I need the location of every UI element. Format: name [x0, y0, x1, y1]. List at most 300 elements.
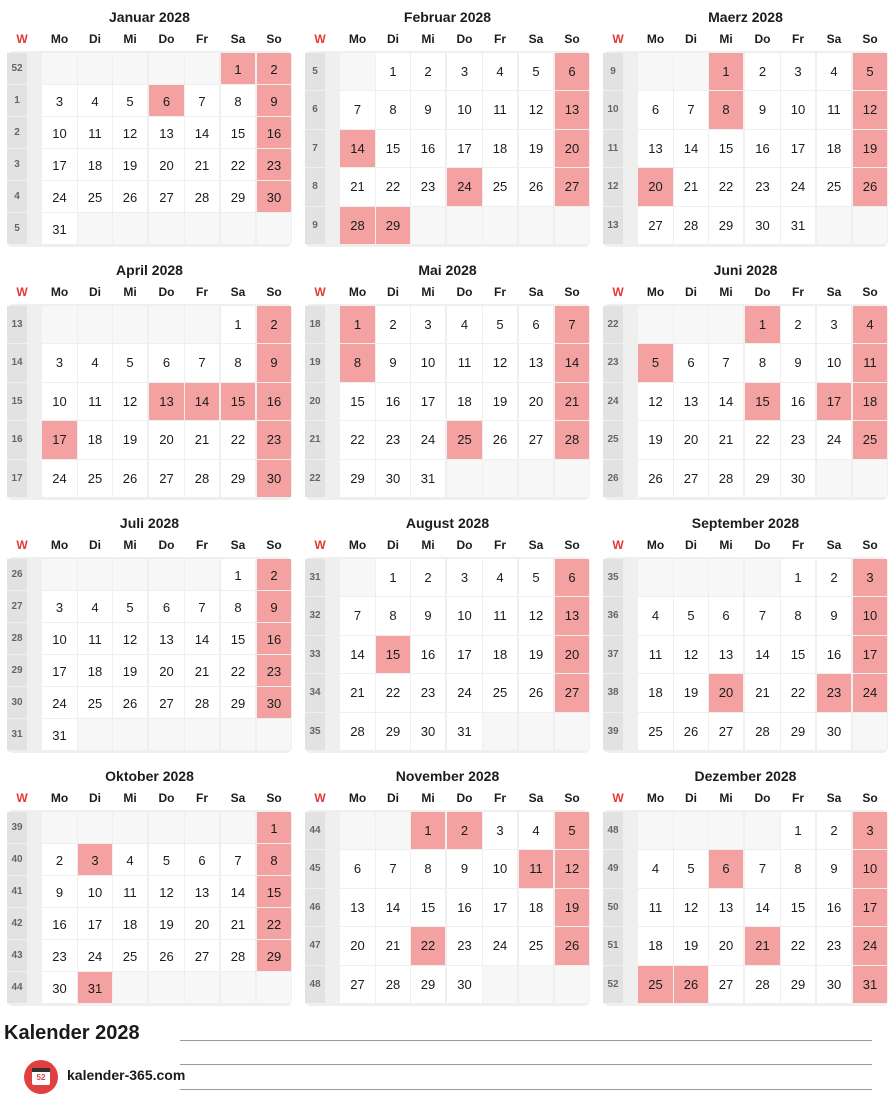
day-cell: 5: [113, 591, 147, 622]
weekday-mo: Mo: [348, 285, 367, 299]
day-cell: 29: [340, 460, 375, 497]
day-cell: 24: [447, 168, 482, 205]
day-cell: 10: [853, 597, 887, 634]
day-cell: 22: [221, 421, 255, 458]
day-cell: 31: [853, 966, 887, 1003]
day-cell: 19: [113, 421, 147, 458]
day-cell: 30: [817, 966, 851, 1003]
day-cell: 29: [376, 713, 410, 750]
empty-cell: [113, 812, 147, 843]
day-cell: 16: [257, 383, 291, 420]
day-cell: 7: [555, 306, 589, 343]
day-cell: 26: [853, 168, 887, 205]
day-cell: 6: [149, 591, 184, 622]
month-title: Dezember 2028: [694, 768, 797, 784]
weekday-di: Di: [89, 32, 101, 46]
day-cell: 4: [483, 53, 517, 90]
empty-cell: [42, 812, 77, 843]
empty-cell: [555, 460, 589, 497]
empty-cell: [340, 53, 375, 90]
month-grid: [7, 810, 292, 1006]
weekday-mi: Mi: [421, 285, 435, 299]
day-cell: 6: [340, 850, 375, 887]
day-cell: 11: [483, 597, 517, 634]
day-cell: 25: [853, 421, 887, 458]
day-cell: 5: [853, 53, 887, 90]
day-cell: 24: [781, 168, 815, 205]
weekday-mo: Mo: [50, 538, 69, 552]
day-cell: 11: [817, 91, 851, 128]
weekday-mo: Mo: [646, 791, 665, 805]
day-cell: 31: [411, 460, 445, 497]
day-cell: 20: [555, 130, 589, 167]
weekday-header: [7, 280, 292, 304]
day-cell: 17: [447, 130, 482, 167]
day-cell: 24: [78, 940, 112, 971]
week-label: W: [612, 538, 624, 552]
day-cell: 22: [781, 674, 815, 711]
week-number: 10: [603, 91, 623, 128]
day-cell: 7: [376, 850, 410, 887]
day-cell: 9: [257, 85, 291, 116]
day-cell: 19: [638, 421, 673, 458]
day-cell: 4: [638, 597, 673, 634]
day-cell: 23: [257, 149, 291, 180]
weekday-fr: Fr: [196, 32, 208, 46]
day-cell: 25: [638, 713, 673, 750]
empty-cell: [113, 559, 147, 590]
day-cell: 1: [411, 812, 445, 849]
day-cell: 30: [376, 460, 410, 497]
day-cell: 27: [340, 966, 375, 1003]
empty-cell: [709, 306, 743, 343]
month-grid: [603, 557, 888, 753]
day-cell: 23: [257, 421, 291, 458]
day-cell: 28: [745, 966, 780, 1003]
day-cell: 29: [411, 966, 445, 1003]
day-cell: 3: [853, 812, 887, 849]
day-cell: 18: [483, 130, 517, 167]
day-cell: 16: [376, 383, 410, 420]
day-cell: 19: [519, 130, 553, 167]
day-cell: 8: [781, 850, 815, 887]
day-cell: 16: [447, 889, 482, 926]
day-cell: 24: [447, 674, 482, 711]
weekday-mi: Mi: [123, 791, 137, 805]
day-cell: 23: [447, 927, 482, 964]
day-cell: 23: [411, 674, 445, 711]
day-cell: 2: [257, 53, 291, 84]
day-cell: 29: [781, 966, 815, 1003]
week-number: 31: [7, 719, 27, 750]
day-cell: 31: [42, 213, 77, 244]
week-number: 6: [305, 91, 325, 128]
weekday-mo: Mo: [348, 791, 367, 805]
day-cell: 10: [78, 876, 112, 907]
day-cell: 21: [221, 908, 255, 939]
day-cell: 7: [185, 85, 219, 116]
day-cell: 18: [78, 149, 112, 180]
weekday-di: Di: [685, 32, 697, 46]
weekday-fr: Fr: [196, 538, 208, 552]
day-cell: 18: [78, 421, 112, 458]
day-cell: 7: [185, 591, 219, 622]
weekday-sa: Sa: [826, 791, 842, 805]
day-cell: 27: [185, 940, 219, 971]
month-title: September 2028: [691, 515, 800, 531]
day-cell: 28: [221, 940, 255, 971]
weekday-do: Do: [754, 285, 771, 299]
week-number: 51: [603, 927, 623, 964]
empty-cell: [555, 713, 589, 750]
day-cell: 1: [221, 306, 255, 343]
day-cell: 15: [781, 889, 815, 926]
week-number: 7: [305, 130, 325, 167]
day-cell: 11: [853, 344, 887, 381]
day-cell: 4: [853, 306, 887, 343]
day-cell: 29: [221, 181, 255, 212]
day-cell: 22: [257, 908, 291, 939]
weekday-header: [603, 280, 888, 304]
weekday-so: So: [266, 285, 282, 299]
empty-cell: [113, 719, 147, 750]
day-cell: 23: [411, 168, 445, 205]
day-cell: 12: [519, 597, 553, 634]
weekday-so: So: [564, 791, 580, 805]
day-cell: 20: [638, 168, 673, 205]
day-cell: 25: [78, 460, 112, 497]
day-cell: 27: [555, 674, 589, 711]
week-number: 19: [305, 344, 325, 381]
weekday-mo: Mo: [50, 32, 69, 46]
weekday-di: Di: [685, 538, 697, 552]
day-cell: 19: [113, 655, 147, 686]
empty-cell: [411, 207, 445, 244]
weekday-mi: Mi: [123, 538, 137, 552]
week-label: W: [612, 285, 624, 299]
day-cell: 9: [781, 344, 815, 381]
day-cell: 15: [709, 130, 743, 167]
weekday-mo: Mo: [646, 285, 665, 299]
weekday-so: So: [266, 791, 282, 805]
day-cell: 8: [221, 85, 255, 116]
day-cell: 8: [709, 91, 743, 128]
week-number: 43: [7, 940, 27, 971]
empty-cell: [674, 53, 708, 90]
day-cell: 6: [555, 53, 589, 90]
day-cell: 2: [257, 306, 291, 343]
week-label: W: [314, 32, 326, 46]
day-cell: 16: [257, 117, 291, 148]
week-number: 35: [603, 559, 623, 596]
week-number: 29: [7, 655, 27, 686]
day-cell: 22: [221, 655, 255, 686]
weekday-so: So: [862, 285, 878, 299]
day-cell: 13: [674, 383, 708, 420]
calendar-logo-icon: 52: [24, 1060, 58, 1094]
week-number: 38: [603, 674, 623, 711]
week-number: 5: [305, 53, 325, 90]
day-cell: 8: [221, 591, 255, 622]
day-cell: 22: [376, 168, 410, 205]
weekday-sa: Sa: [528, 285, 544, 299]
weekday-sa: Sa: [826, 285, 842, 299]
week-number: 20: [305, 383, 325, 420]
week-label: W: [16, 285, 28, 299]
day-cell: 27: [709, 966, 743, 1003]
week-number: 2: [7, 117, 27, 148]
month-grid: [603, 51, 888, 247]
week-number: 41: [7, 876, 27, 907]
day-cell: 15: [376, 636, 410, 673]
day-cell: 23: [817, 674, 851, 711]
day-cell: 5: [113, 344, 147, 381]
weekday-header: [603, 533, 888, 557]
empty-cell: [149, 719, 184, 750]
day-cell: 1: [781, 812, 815, 849]
day-cell: 2: [781, 306, 815, 343]
weekday-header: [305, 786, 590, 810]
day-cell: 4: [78, 344, 112, 381]
weekday-mo: Mo: [348, 538, 367, 552]
day-cell: 28: [185, 460, 219, 497]
day-cell: 27: [519, 421, 553, 458]
day-cell: 5: [149, 844, 184, 875]
day-cell: 1: [709, 53, 743, 90]
day-cell: 16: [42, 908, 77, 939]
empty-cell: [185, 306, 219, 343]
day-cell: 23: [376, 421, 410, 458]
day-cell: 24: [817, 421, 851, 458]
day-cell: 13: [185, 876, 219, 907]
week-number: 44: [7, 972, 27, 1003]
day-cell: 23: [42, 940, 77, 971]
day-cell: 31: [447, 713, 482, 750]
week-number: 32: [305, 597, 325, 634]
weekday-do: Do: [456, 285, 473, 299]
day-cell: 4: [78, 591, 112, 622]
day-cell: 1: [745, 306, 780, 343]
day-cell: 14: [555, 344, 589, 381]
weekday-sa: Sa: [528, 538, 544, 552]
day-cell: 5: [519, 559, 553, 596]
day-cell: 7: [745, 850, 780, 887]
day-cell: 18: [638, 927, 673, 964]
day-cell: 23: [257, 655, 291, 686]
day-cell: 24: [853, 927, 887, 964]
day-cell: 26: [674, 966, 708, 1003]
weekday-header: [603, 786, 888, 810]
month-grid: [603, 304, 888, 500]
day-cell: 14: [185, 117, 219, 148]
weekday-mi: Mi: [421, 791, 435, 805]
day-cell: 11: [483, 91, 517, 128]
weekday-so: So: [862, 32, 878, 46]
day-cell: 26: [519, 674, 553, 711]
empty-cell: [113, 53, 147, 84]
weekday-so: So: [564, 538, 580, 552]
empty-cell: [149, 53, 184, 84]
empty-cell: [745, 812, 780, 849]
empty-cell: [185, 213, 219, 244]
day-cell: 17: [411, 383, 445, 420]
day-cell: 19: [113, 149, 147, 180]
empty-cell: [221, 719, 255, 750]
weekday-header: [305, 27, 590, 51]
day-cell: 2: [42, 844, 77, 875]
week-number: 18: [305, 306, 325, 343]
day-cell: 15: [257, 876, 291, 907]
day-cell: 20: [340, 927, 375, 964]
day-cell: 4: [817, 53, 851, 90]
weekday-sa: Sa: [230, 32, 246, 46]
week-number: 24: [603, 383, 623, 420]
weekday-di: Di: [387, 791, 399, 805]
week-number: 14: [7, 344, 27, 381]
week-number: 52: [7, 53, 27, 84]
day-cell: 25: [447, 421, 482, 458]
day-cell: 28: [709, 460, 743, 497]
empty-cell: [638, 812, 673, 849]
week-label: W: [314, 285, 326, 299]
day-cell: 28: [185, 181, 219, 212]
week-number: 36: [603, 597, 623, 634]
day-cell: 3: [42, 344, 77, 381]
day-cell: 12: [519, 91, 553, 128]
weekday-di: Di: [685, 791, 697, 805]
empty-cell: [113, 306, 147, 343]
day-cell: 13: [709, 636, 743, 673]
day-cell: 10: [411, 344, 445, 381]
site-link[interactable]: kalender-365.com: [67, 1067, 186, 1083]
week-number: 44: [305, 812, 325, 849]
weekday-di: Di: [387, 538, 399, 552]
day-cell: 31: [78, 972, 112, 1003]
day-cell: 28: [674, 207, 708, 244]
empty-cell: [447, 460, 482, 497]
day-cell: 13: [340, 889, 375, 926]
day-cell: 17: [42, 149, 77, 180]
day-cell: 9: [745, 91, 780, 128]
day-cell: 29: [745, 460, 780, 497]
day-cell: 24: [42, 460, 77, 497]
day-cell: 14: [674, 130, 708, 167]
day-cell: 27: [709, 713, 743, 750]
weekday-mo: Mo: [50, 791, 69, 805]
week-number: 4: [7, 181, 27, 212]
day-cell: 8: [376, 91, 410, 128]
weekday-mo: Mo: [646, 32, 665, 46]
day-cell: 3: [447, 559, 482, 596]
day-cell: 12: [113, 117, 147, 148]
week-number: 1: [7, 85, 27, 116]
day-cell: 8: [411, 850, 445, 887]
empty-cell: [78, 213, 112, 244]
weekday-do: Do: [158, 791, 175, 805]
day-cell: 27: [149, 687, 184, 718]
empty-cell: [185, 559, 219, 590]
day-cell: 13: [149, 383, 184, 420]
day-cell: 27: [674, 460, 708, 497]
day-cell: 5: [674, 597, 708, 634]
day-cell: 18: [447, 383, 482, 420]
week-number: 11: [603, 130, 623, 167]
day-cell: 8: [221, 344, 255, 381]
day-cell: 21: [185, 149, 219, 180]
day-cell: 28: [745, 713, 780, 750]
note-line: [180, 1089, 872, 1090]
week-number: 3: [7, 149, 27, 180]
week-number: 25: [603, 421, 623, 458]
weekday-header: [7, 27, 292, 51]
empty-cell: [42, 559, 77, 590]
empty-cell: [113, 213, 147, 244]
day-cell: 3: [78, 844, 112, 875]
day-cell: 30: [781, 460, 815, 497]
empty-cell: [674, 306, 708, 343]
empty-cell: [221, 972, 255, 1003]
weekday-mi: Mi: [719, 791, 733, 805]
day-cell: 7: [745, 597, 780, 634]
day-cell: 30: [745, 207, 780, 244]
day-cell: 12: [555, 850, 589, 887]
week-number: 26: [603, 460, 623, 497]
week-number: 40: [7, 844, 27, 875]
day-cell: 7: [340, 597, 375, 634]
week-label: W: [612, 32, 624, 46]
day-cell: 5: [674, 850, 708, 887]
day-cell: 21: [340, 168, 375, 205]
weekday-so: So: [564, 32, 580, 46]
day-cell: 6: [709, 597, 743, 634]
weekday-mi: Mi: [123, 285, 137, 299]
day-cell: 19: [519, 636, 553, 673]
week-label: W: [16, 32, 28, 46]
day-cell: 29: [376, 207, 410, 244]
day-cell: 2: [257, 559, 291, 590]
day-cell: 15: [221, 383, 255, 420]
day-cell: 7: [185, 344, 219, 381]
weekday-sa: Sa: [230, 538, 246, 552]
day-cell: 30: [447, 966, 482, 1003]
day-cell: 17: [447, 636, 482, 673]
day-cell: 26: [113, 460, 147, 497]
weekday-do: Do: [158, 538, 175, 552]
empty-cell: [78, 306, 112, 343]
day-cell: 2: [817, 812, 851, 849]
month-title: Juni 2028: [713, 262, 778, 278]
week-number: 50: [603, 889, 623, 926]
day-cell: 21: [376, 927, 410, 964]
note-line: [180, 1064, 872, 1065]
empty-cell: [519, 207, 553, 244]
day-cell: 18: [483, 636, 517, 673]
day-cell: 9: [817, 597, 851, 634]
empty-cell: [149, 812, 184, 843]
day-cell: 25: [519, 927, 553, 964]
day-cell: 3: [447, 53, 482, 90]
day-cell: 26: [113, 687, 147, 718]
day-cell: 14: [376, 889, 410, 926]
week-number: 12: [603, 168, 623, 205]
day-cell: 14: [745, 636, 780, 673]
day-cell: 29: [221, 687, 255, 718]
day-cell: 6: [149, 85, 184, 116]
day-cell: 2: [745, 53, 780, 90]
empty-cell: [853, 460, 887, 497]
day-cell: 1: [781, 559, 815, 596]
day-cell: 1: [340, 306, 375, 343]
